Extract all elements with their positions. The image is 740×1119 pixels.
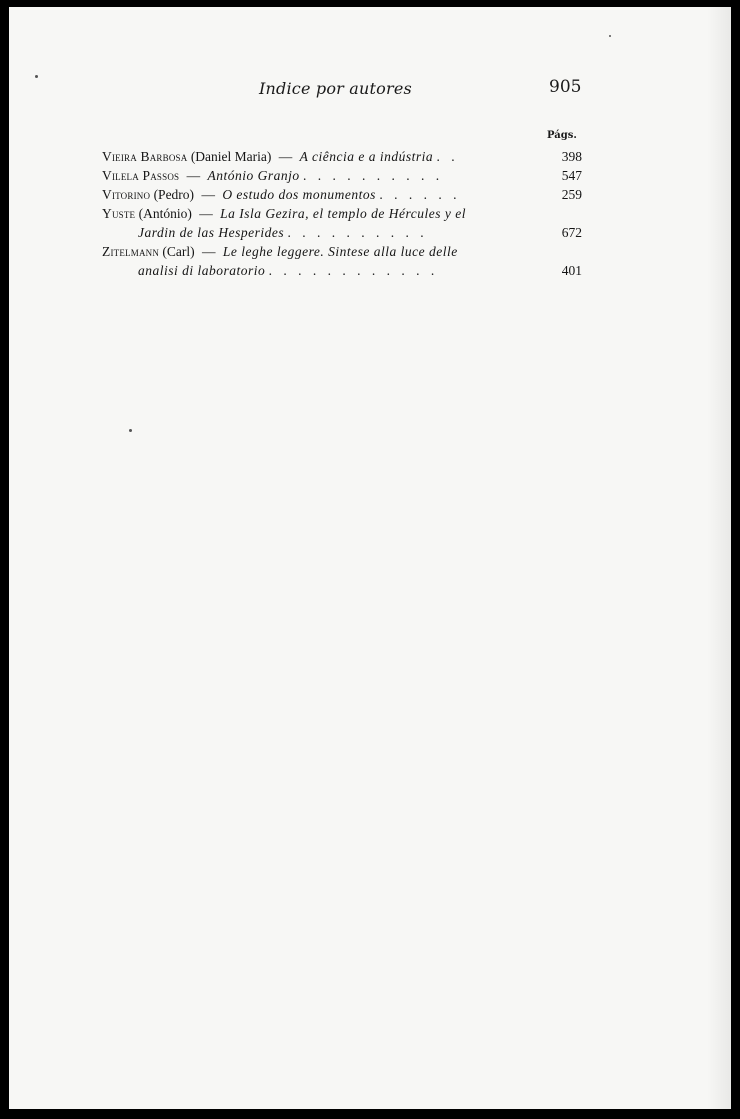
author-given-name: (Pedro) — [153, 187, 195, 202]
dot-leaders: . . — [436, 149, 459, 164]
running-head — [9, 79, 731, 105]
entry-page-number: 401 — [561, 263, 582, 278]
index-entry-line — [102, 166, 582, 185]
index-entry-continuation — [102, 261, 582, 280]
author-index-list — [102, 147, 582, 280]
scan-speck — [609, 35, 611, 37]
em-dash: — — [186, 168, 201, 183]
work-title: A ciência e a indústria — [299, 149, 434, 164]
author-given-name: (António) — [138, 206, 192, 221]
entry-page-number: 259 — [561, 187, 582, 202]
em-dash: — — [202, 244, 216, 259]
index-entry-continuation — [102, 223, 582, 242]
author-surname: Vilela Passos — [102, 168, 180, 183]
index-entry — [102, 166, 582, 185]
author-surname: Yuste — [102, 206, 136, 221]
index-entry — [102, 185, 582, 204]
work-title: La Isla Gezira, el templo de Hércules y el — [220, 206, 466, 221]
work-title-continued: analisi di laboratorio — [138, 263, 266, 278]
scan-speck — [129, 429, 132, 432]
page-number: 905 — [549, 77, 582, 97]
running-head-title: Indice por autores — [259, 79, 412, 98]
entry-page-number: 398 — [561, 149, 582, 164]
em-dash: — — [199, 206, 213, 221]
index-entry-line — [102, 204, 582, 223]
work-title: António Granjo — [207, 168, 300, 183]
work-title-continued: Jardin de las Hesperides — [138, 225, 285, 240]
pages-column-label: Págs. — [547, 130, 577, 141]
index-entry — [102, 204, 582, 242]
work-title: Le leghe leggere. Sintese alla luce delle — [222, 244, 458, 259]
index-entry — [102, 147, 582, 166]
author-given-name: (Carl) — [162, 244, 195, 259]
author-surname: Vieira Barbosa — [102, 149, 188, 164]
entry-page-number: 672 — [561, 225, 582, 240]
scan-speck — [35, 75, 38, 78]
entry-page-number: 547 — [561, 168, 582, 183]
author-surname: Zitelmann — [102, 244, 160, 259]
index-entry-line — [102, 242, 582, 261]
index-entry-line — [102, 185, 582, 204]
index-entry-line — [102, 147, 582, 166]
scanned-page — [9, 7, 731, 1109]
dot-leaders: . . . . . . . . . . — [303, 168, 444, 183]
author-surname: Vitorino — [102, 187, 151, 202]
dot-leaders: . . . . . . — [379, 187, 461, 202]
em-dash: — — [201, 187, 215, 202]
index-entry — [102, 242, 582, 280]
em-dash: — — [278, 149, 293, 164]
author-given-name: (Daniel Maria) — [190, 149, 272, 164]
dot-leaders: . . . . . . . . . . — [287, 225, 428, 240]
work-title: O estudo dos monumentos — [222, 187, 376, 202]
dot-leaders: . . . . . . . . . . . . — [268, 263, 439, 278]
